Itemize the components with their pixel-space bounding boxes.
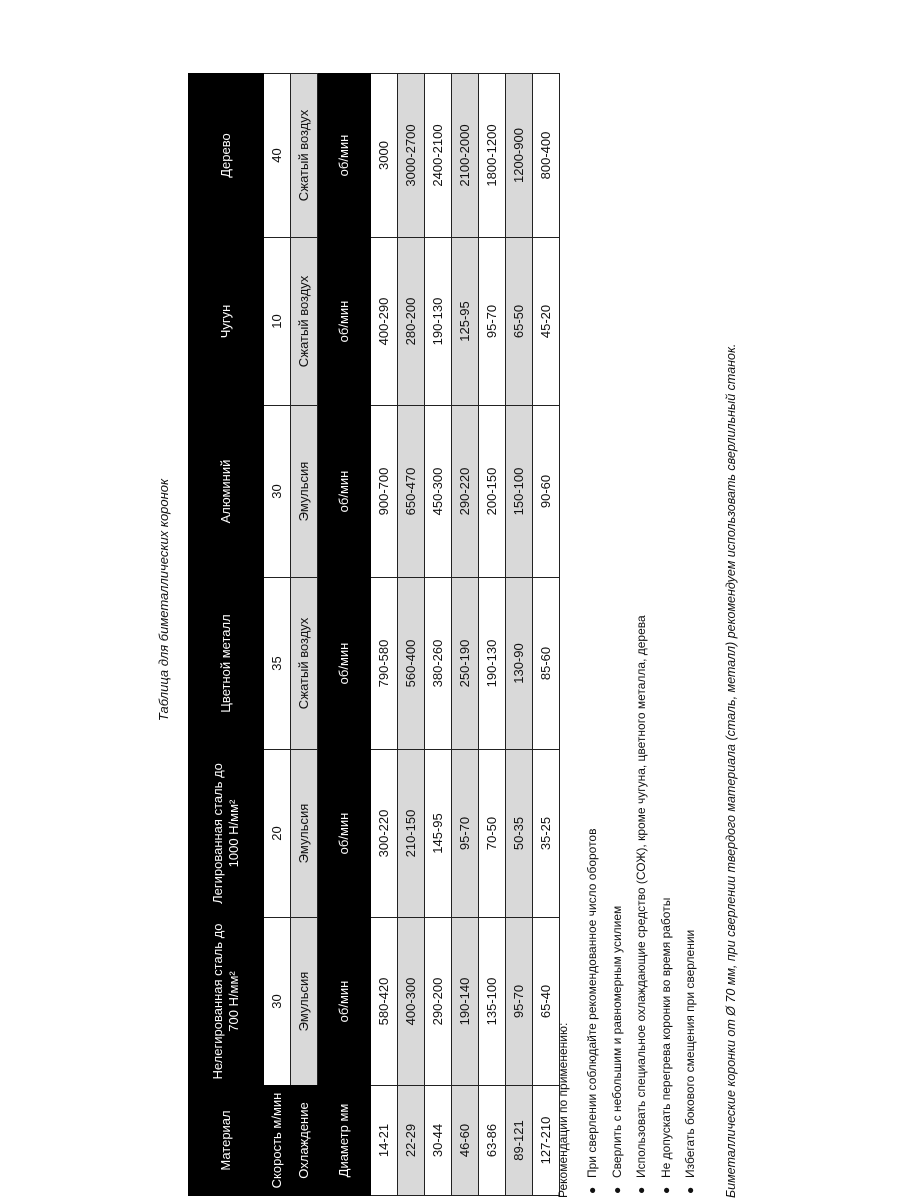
material-header-row: [189, 74, 264, 1196]
table-row: [506, 74, 533, 1196]
unit-label: об/мин: [318, 74, 371, 238]
material-name: Цветной металл: [189, 578, 264, 750]
drill-speed-table: [188, 73, 560, 1196]
cooling-value: Сжатый воздух: [291, 238, 318, 406]
rpm-cell: 125-95: [452, 238, 479, 406]
rpm-cell: 560-400: [398, 578, 425, 750]
rpm-cell: 2100-2000: [452, 74, 479, 238]
rpm-cell: 3000-2700: [398, 74, 425, 238]
material-header-label: Материал: [189, 1086, 264, 1196]
cooling-value: Эмульсия: [291, 750, 318, 918]
diameter-cell: 89-121: [506, 1086, 533, 1196]
rpm-cell: 650-470: [398, 406, 425, 578]
bullet-icon: ●: [683, 1186, 697, 1194]
table-title: Таблица для биметаллических коронок: [156, 478, 171, 722]
rpm-cell: 300-220: [371, 750, 398, 918]
diameter-cell: 46-60: [452, 1086, 479, 1196]
rpm-cell: 900-700: [371, 406, 398, 578]
cooling-row: [291, 74, 318, 1196]
table-row: [371, 74, 398, 1196]
rpm-cell: 70-50: [479, 750, 506, 918]
diameter-label: Диаметр мм: [318, 1086, 371, 1196]
footnote: Биметаллические коронки от Ø 70 мм, при сверлении твердого материала (сталь, металл) рекомендуем использовать сверлильный станок.: [724, 343, 738, 1198]
rpm-cell: 95-70: [452, 750, 479, 918]
rpm-cell: 65-50: [506, 238, 533, 406]
material-name: Чугун: [189, 238, 264, 406]
list-item: [580, 615, 605, 1198]
rpm-cell: 400-300: [398, 918, 425, 1086]
list-item: [629, 615, 654, 1198]
rpm-cell: 250-190: [452, 578, 479, 750]
rpm-cell: 150-100: [506, 406, 533, 578]
rpm-cell: 45-20: [533, 238, 560, 406]
bullet-icon: ●: [585, 1186, 599, 1194]
rpm-cell: 200-150: [479, 406, 506, 578]
speed-value: 35: [264, 578, 291, 750]
cooling-value: Эмульсия: [291, 406, 318, 578]
rpm-cell: 280-200: [398, 238, 425, 406]
speed-value: 20: [264, 750, 291, 918]
rpm-cell: 400-290: [371, 238, 398, 406]
rpm-cell: 3000: [371, 74, 398, 238]
unit-label: об/мин: [318, 750, 371, 918]
rpm-cell: 190-140: [452, 918, 479, 1086]
rpm-cell: 1200-900: [506, 74, 533, 238]
rpm-cell: 90-60: [533, 406, 560, 578]
rpm-cell: 290-200: [425, 918, 452, 1086]
speed-value: 40: [264, 74, 291, 238]
recommendations-list: [580, 615, 703, 1198]
unit-row: [318, 74, 371, 1196]
rpm-cell: 35-25: [533, 750, 560, 918]
table-row: [425, 74, 452, 1196]
rpm-cell: 210-150: [398, 750, 425, 918]
rpm-cell: 790-580: [371, 578, 398, 750]
bullet-icon: ●: [609, 1186, 624, 1194]
rpm-cell: 95-70: [506, 918, 533, 1086]
rpm-cell: 450-300: [425, 406, 452, 578]
cooling-label: Охлаждение: [291, 1086, 318, 1196]
table-row: [479, 74, 506, 1196]
unit-label: об/мин: [318, 406, 371, 578]
rpm-cell: 130-90: [506, 578, 533, 750]
unit-label: об/мин: [318, 918, 371, 1086]
rpm-cell: 2400-2100: [425, 74, 452, 238]
rpm-cell: 580-420: [371, 918, 398, 1086]
speed-value: 30: [264, 918, 291, 1086]
rpm-cell: 85-60: [533, 578, 560, 750]
material-name: Нелегированная сталь до 700 Н/мм²: [189, 918, 264, 1086]
list-item: [605, 615, 630, 1198]
speed-value: 30: [264, 406, 291, 578]
speed-value: 10: [264, 238, 291, 406]
recommendations-title: Рекомендации по применению:: [556, 1022, 570, 1198]
rpm-cell: 95-70: [479, 238, 506, 406]
recommendation-text: Сверлить с небольшим и равномерным усилием: [609, 905, 624, 1178]
recommendation-text: При сверлении соблюдайте рекомендованное число оборотов: [585, 828, 599, 1178]
list-item: [654, 615, 679, 1198]
cooling-value: Сжатый воздух: [291, 578, 318, 750]
speed-row: [264, 74, 291, 1196]
speed-label: Скорость м/мин: [264, 1086, 291, 1196]
recommendation-text: Избегать бокового смещения при сверлении: [683, 929, 697, 1178]
rpm-cell: 135-100: [479, 918, 506, 1086]
rpm-cell: 1800-1200: [479, 74, 506, 238]
table-row: [452, 74, 479, 1196]
recommendation-text: Не допускать перегрева коронки во время работы: [658, 897, 673, 1178]
diameter-cell: 14-21: [371, 1086, 398, 1196]
rpm-cell: 145-95: [425, 750, 452, 918]
diameter-cell: 127-210: [533, 1086, 560, 1196]
bullet-icon: ●: [658, 1186, 673, 1194]
cooling-value: Эмульсия: [291, 918, 318, 1086]
material-name: Дерево: [189, 74, 264, 238]
diameter-cell: 22-29: [398, 1086, 425, 1196]
list-item: [678, 615, 703, 1198]
rpm-cell: 190-130: [425, 238, 452, 406]
rpm-cell: 290-220: [452, 406, 479, 578]
rpm-cell: 190-130: [479, 578, 506, 750]
rpm-cell: 800-400: [533, 74, 560, 238]
table-row: [398, 74, 425, 1196]
rpm-cell: 50-35: [506, 750, 533, 918]
recommendation-text: Использовать специальное охлаждающие средство (СОЖ), кроме чугуна, цветного металла, дерева: [634, 615, 648, 1178]
bullet-icon: ●: [634, 1186, 648, 1194]
unit-label: об/мин: [318, 238, 371, 406]
unit-label: об/мин: [318, 578, 371, 750]
diameter-cell: 63-86: [479, 1086, 506, 1196]
diameter-cell: 30-44: [425, 1086, 452, 1196]
rpm-cell: 65-40: [533, 918, 560, 1086]
material-name: Легированная сталь до 1000 Н/мм²: [189, 750, 264, 918]
cooling-value: Сжатый воздух: [291, 74, 318, 238]
rpm-cell: 380-260: [425, 578, 452, 750]
material-name: Алюминий: [189, 406, 264, 578]
